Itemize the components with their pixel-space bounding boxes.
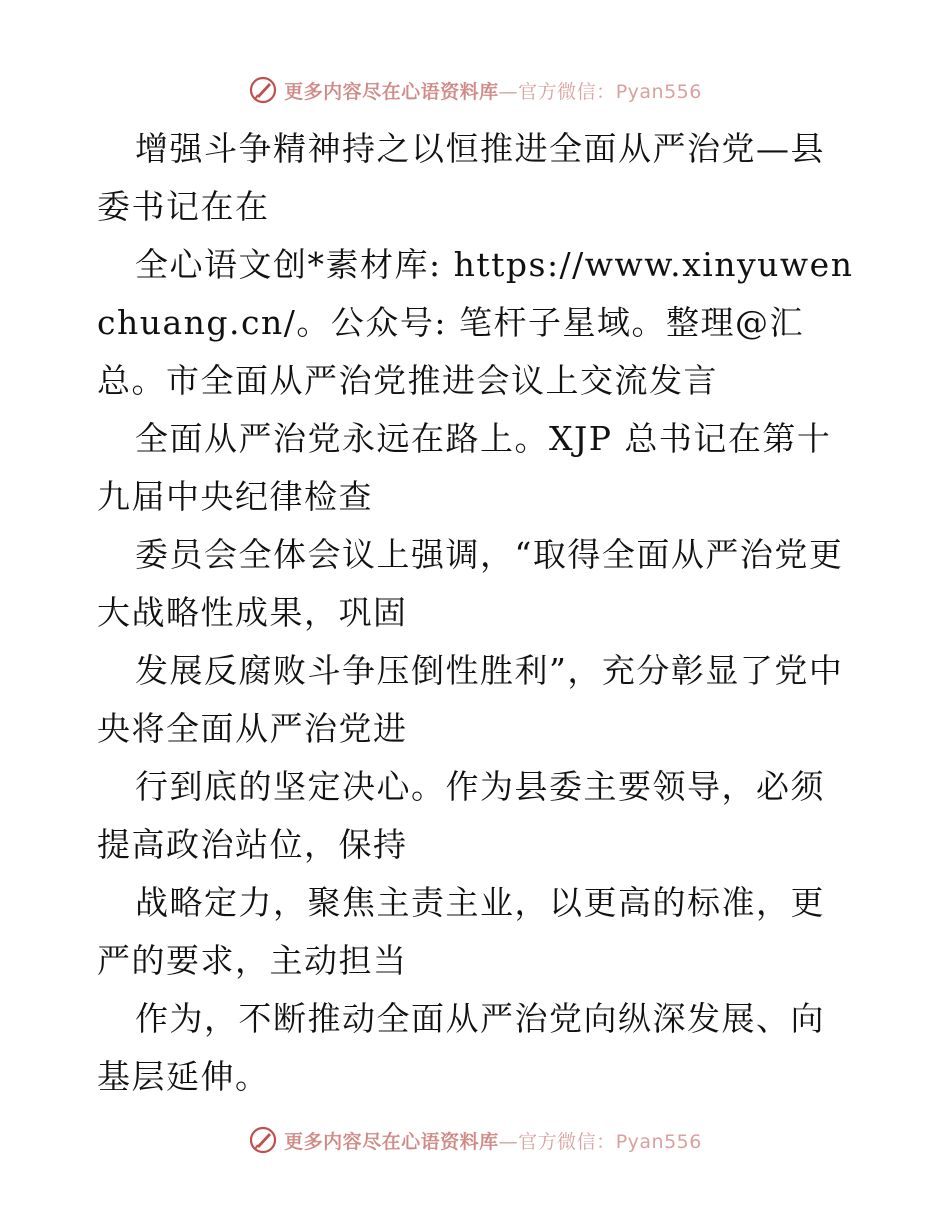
watermark-dash: — — [498, 80, 519, 103]
body-paragraph: 全心语文创*素材库: https://www.xinyuwenchuang.cn/。公众号: 笔杆子星域。整理@汇总。市全面从严治党推进会议上交流发言 — [97, 245, 854, 400]
body-paragraph: 委员会全体会议上强调，“取得全面从严治党更大战略性成果，巩固 — [97, 535, 844, 632]
document-title-paragraph: 增强斗争精神持之以恒推进全面从严治党—县委书记在在 — [97, 129, 825, 226]
quill-logo-icon — [248, 1125, 278, 1155]
watermark-official: 官方微信： — [518, 1130, 616, 1153]
body-paragraph: 战略定力，聚焦主责主业，以更高的标准，更严的要求，主动担当 — [97, 883, 825, 980]
footer-watermark — [0, 1120, 950, 1160]
watermark-wechat-id: Pyan556 — [615, 1130, 702, 1153]
watermark-text — [284, 1127, 702, 1154]
watermark-official: 官方微信： — [518, 80, 616, 103]
watermark-brand: 更多内容尽在心语资料库 — [284, 80, 499, 103]
watermark-text — [284, 77, 702, 104]
watermark-dash: — — [498, 1130, 519, 1153]
document-body — [97, 120, 857, 1106]
header-watermark — [0, 70, 950, 110]
body-paragraph: 行到底的坚定决心。作为县委主要领导，必须提高政治站位，保持 — [97, 767, 825, 864]
body-paragraph: 发展反腐败斗争压倒性胜利”，充分彰显了党中央将全面从严治党进 — [97, 651, 844, 748]
body-paragraph: 作为，不断推动全面从严治党向纵深发展、向基层延伸。 — [97, 999, 825, 1096]
watermark-brand: 更多内容尽在心语资料库 — [284, 1130, 499, 1153]
quill-logo-icon — [248, 75, 278, 105]
body-paragraph: 全面从严治党永远在路上。XJP 总书记在第十九届中央纪律检查 — [97, 419, 832, 516]
watermark-wechat-id: Pyan556 — [615, 80, 702, 103]
